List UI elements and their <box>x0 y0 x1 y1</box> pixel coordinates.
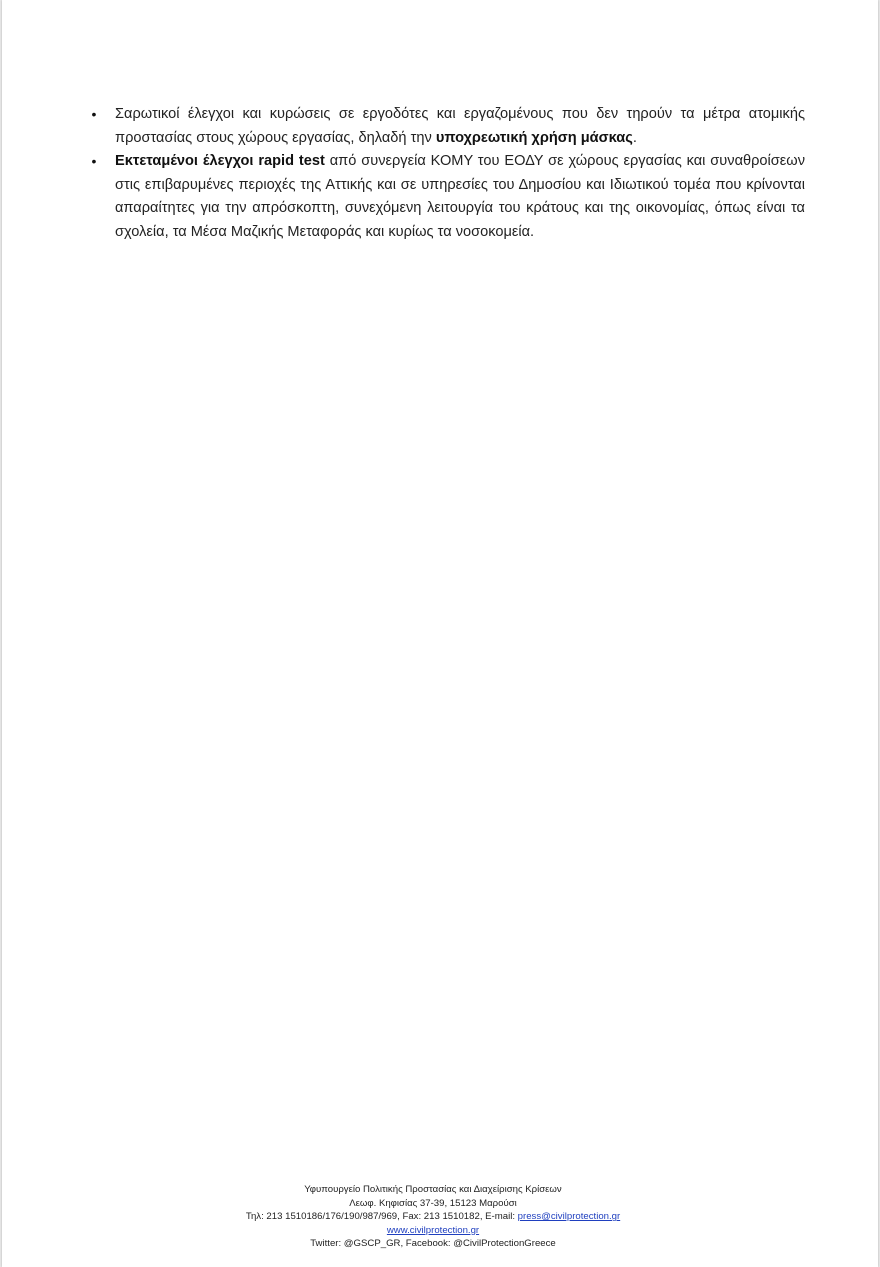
website-link[interactable]: www.civilprotection.gr <box>386 1224 480 1236</box>
bullet-bold-text: Εκτεταμένοι έλεγχοι rapid test <box>115 153 325 169</box>
list-item <box>88 150 805 244</box>
bullet-bold-text: υποχρεωτική χρήση μάσκας <box>435 129 633 146</box>
email-link[interactable]: press@civilprotection.gr <box>517 1211 621 1223</box>
bullet-icon: • <box>91 153 97 169</box>
footer-phone-fax: Τηλ: 213 1510186/176/190/987/969, Fax: 213 1510182, E-mail: <box>245 1211 518 1223</box>
footer-social: Twitter: @GSCP_GR, Facebook: @CivilProtectionGreece <box>310 1238 556 1250</box>
bullet-text-end: . <box>632 129 637 146</box>
footer-contact <box>2 1210 864 1224</box>
footer-address: Λεωφ. Κηφισίας 37-39, 15123 Μαρούσι <box>349 1197 517 1209</box>
page-footer <box>2 1183 864 1251</box>
footer-ministry: Υφυπουργείο Πολιτικής Προστασίας και Διαχείρισης Κρίσεων <box>304 1184 562 1195</box>
bullet-text: Σαρωτικοί έλεγχοι και κυρώσεις σε εργοδότες και εργαζομένους που δεν τηρούν τα μέτρα ατομικής προστασίας στους χώρους εργασίας, δηλαδή την <box>115 106 805 146</box>
list-item <box>88 103 805 150</box>
bullet-icon: • <box>91 106 97 122</box>
bullet-list <box>88 103 805 244</box>
footer-website <box>2 1224 864 1238</box>
bullet-text: από συνεργεία ΚΟΜΥ του ΕΟΔΥ σε χώρους εργασίας και συναθροίσεων στις επιβαρυμένες περιοχές της Αττικής και σε υπηρεσίες του Δημοσίου και Ιδιωτικού τομέα που κρίνονται απαραίτητες για την απρόσκοπτη, συνεχόμενη λειτουργία του κράτους και της οικονομίας, όπως είναι τα σχολεία, τα Μέσα Μαζικής Μεταφοράς και κυρίως τα νοσοκομεία. <box>115 153 805 240</box>
document-page <box>2 0 878 1267</box>
